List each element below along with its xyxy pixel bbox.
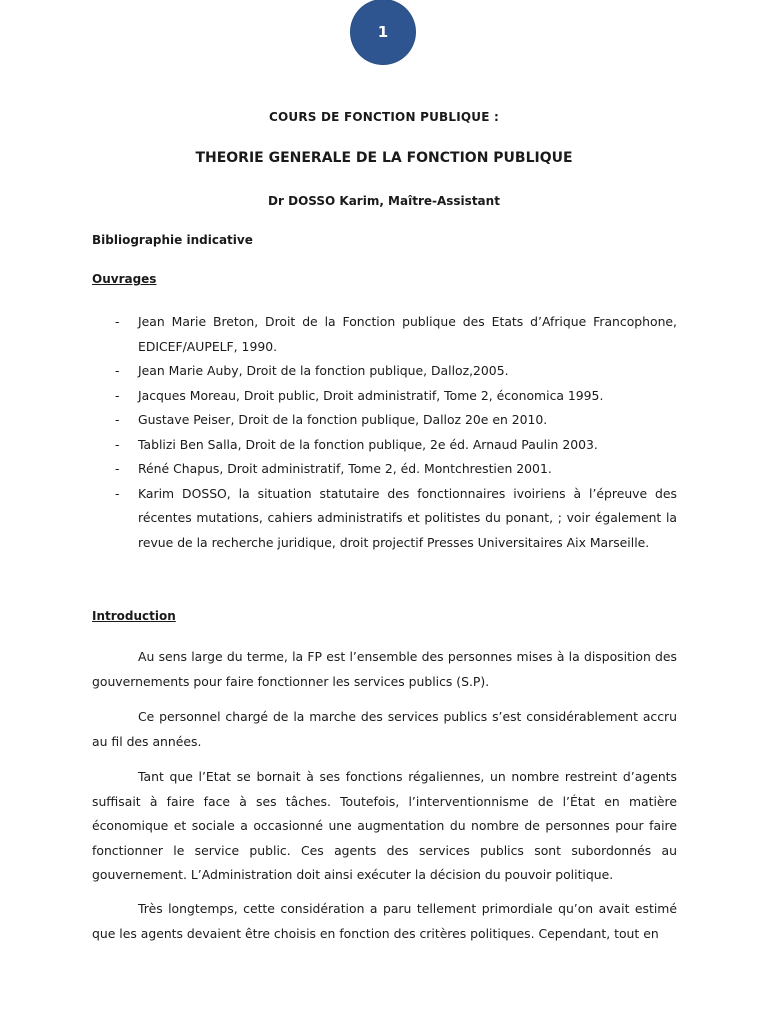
bibliography-item-text: Gustave Peiser, Droit de la fonction publique, Dalloz 20e en 2010.	[138, 412, 548, 427]
bibliography-item-text: Jean Marie Auby, Droit de la fonction publique, Dalloz,2005.	[138, 363, 509, 378]
bibliography-heading: Bibliographie indicative	[92, 233, 253, 247]
bibliography-item-text: Jean Marie Breton, Droit de la Fonction publique des Etats d’Afrique Francophone, EDICEF/AUPELF, 1990.	[138, 314, 677, 354]
bibliography-item-text: Karim DOSSO, la situation statutaire des fonctionnaires ivoiriens à l’épreuve des récentes mutations, cahiers administratifs et politistes du ponant, ; voir également la revue de la recherche juridique, droit projectif Presses Universitaires Aix Marseille.	[138, 485, 677, 550]
bibliography-item-text: Jacques Moreau, Droit public, Droit administratif, Tome 2, économica 1995.	[138, 387, 604, 403]
bibliography-item	[92, 310, 677, 359]
page-number-badge	[351, 0, 415, 64]
page-number: 1	[377, 23, 389, 41]
bibliography-item	[92, 408, 677, 433]
bibliography-item	[92, 433, 677, 458]
bibliography-item	[92, 384, 677, 409]
list-dash: -	[115, 436, 120, 452]
bibliography-list	[92, 310, 677, 555]
list-dash: -	[115, 363, 120, 378]
list-dash: -	[115, 461, 120, 476]
introduction-heading: Introduction	[92, 609, 176, 623]
bibliography-item	[92, 359, 677, 384]
author-line: Dr DOSSO Karim, Maître-Assistant	[268, 194, 500, 208]
list-dash: -	[115, 314, 120, 329]
bibliography-item	[92, 482, 677, 556]
ouvrages-heading: Ouvrages	[92, 272, 157, 286]
bibliography-item	[92, 457, 677, 482]
intro-paragraph: Au sens large du terme, la FP est l’ensemble des personnes mises à la disposition des gouvernements pour faire fonctionner les services publics (S.P).	[92, 649, 677, 689]
intro-paragraph: Tant que l’Etat se bornait à ses fonctions régaliennes, un nombre restreint d’agents suffisait à faire face à ses tâches. Toutefois, l’interventionnisme de l’État en matière économique et sociale a occasionné une augmentation du nombre de personnes pour faire fonctionner le service public. Ces agents des services publics sont subordonnés au gouvernement. L’Administration doit ainsi exécuter la décision du pouvoir politique.	[92, 769, 677, 882]
course-heading: COURS DE FONCTION PUBLIQUE :	[269, 110, 499, 124]
list-dash: -	[115, 485, 120, 501]
intro-paragraph: Très longtemps, cette considération a paru tellement primordiale qu’on avait estimé que les agents devaient être choisis en fonction des critères politiques. Cependant, tout en	[92, 901, 677, 941]
intro-paragraph: Ce personnel chargé de la marche des services publics s’est considérablement accru au fil des années.	[92, 709, 677, 749]
list-dash: -	[115, 387, 120, 403]
document-title: THEORIE GENERALE DE LA FONCTION PUBLIQUE	[195, 150, 573, 166]
bibliography-item-text: Tablizi Ben Salla, Droit de la fonction publique, 2e éd. Arnaud Paulin 2003.	[138, 436, 598, 452]
list-dash: -	[115, 412, 120, 427]
bibliography-item-text: Réné Chapus, Droit administratif, Tome 2, éd. Montchrestien 2001.	[138, 461, 552, 476]
